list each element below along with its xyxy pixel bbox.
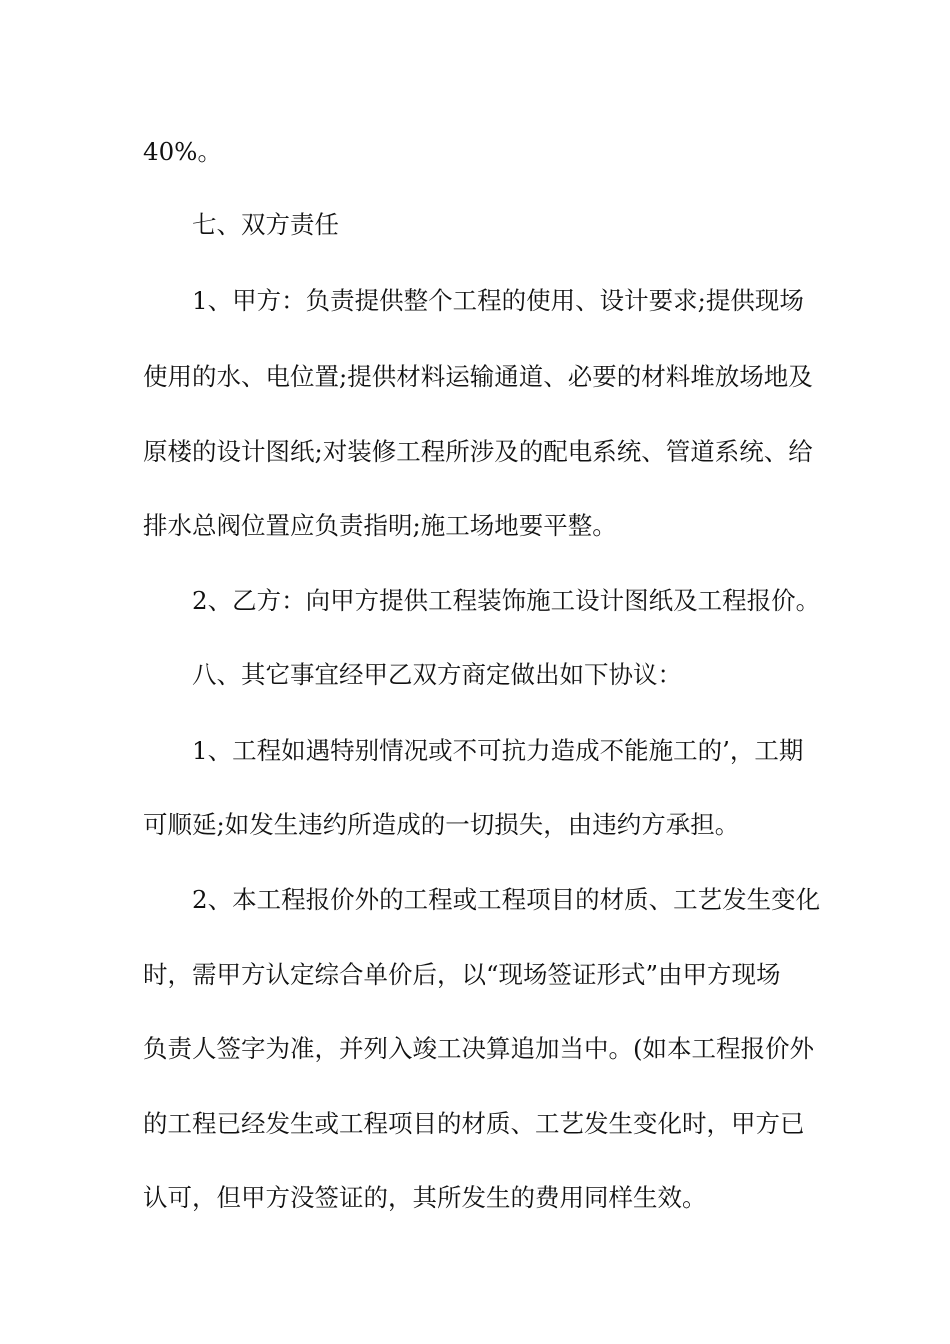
paragraph-line: 可顺延;如发生违约所造成的一切损失，由违约方承担。	[143, 810, 740, 839]
paragraph-line: 负责人签字为准，并列入竣工决算追加当中。(如本工程报价外	[143, 1034, 815, 1063]
paragraph-line: 的工程已经发生或工程项目的材质、工艺发生变化时，甲方已	[143, 1109, 805, 1138]
paragraph-line: 原楼的设计图纸;对装修工程所涉及的配电系统、管道系统、给	[143, 437, 813, 466]
paragraph-line: 2、乙方：向甲方提供工程装饰施工设计图纸及工程报价。	[192, 586, 821, 615]
section-heading-8: 八、其它事宜经甲乙双方商定做出如下协议：	[192, 660, 682, 689]
paragraph-line: 时，需甲方认定综合单价后，以“现场签证形式”由甲方现场	[143, 960, 781, 989]
text-line-continuation: 40%。	[143, 137, 222, 166]
paragraph-line: 1、甲方：负责提供整个工程的使用、设计要求;提供现场	[192, 286, 804, 315]
paragraph-line: 使用的水、电位置;提供材料运输通道、必要的材料堆放场地及	[143, 362, 813, 391]
paragraph-line: 认可，但甲方没签证的，其所发生的费用同样生效。	[143, 1183, 707, 1212]
paragraph-line: 1、工程如遇特别情况或不可抗力造成不能施工的’，工期	[192, 736, 804, 765]
section-heading-7: 七、双方责任	[192, 210, 339, 239]
paragraph-line: 排水总阀位置应负责指明;施工场地要平整。	[143, 511, 617, 540]
paragraph-line: 2、本工程报价外的工程或工程项目的材质、工艺发生变化	[192, 885, 821, 914]
